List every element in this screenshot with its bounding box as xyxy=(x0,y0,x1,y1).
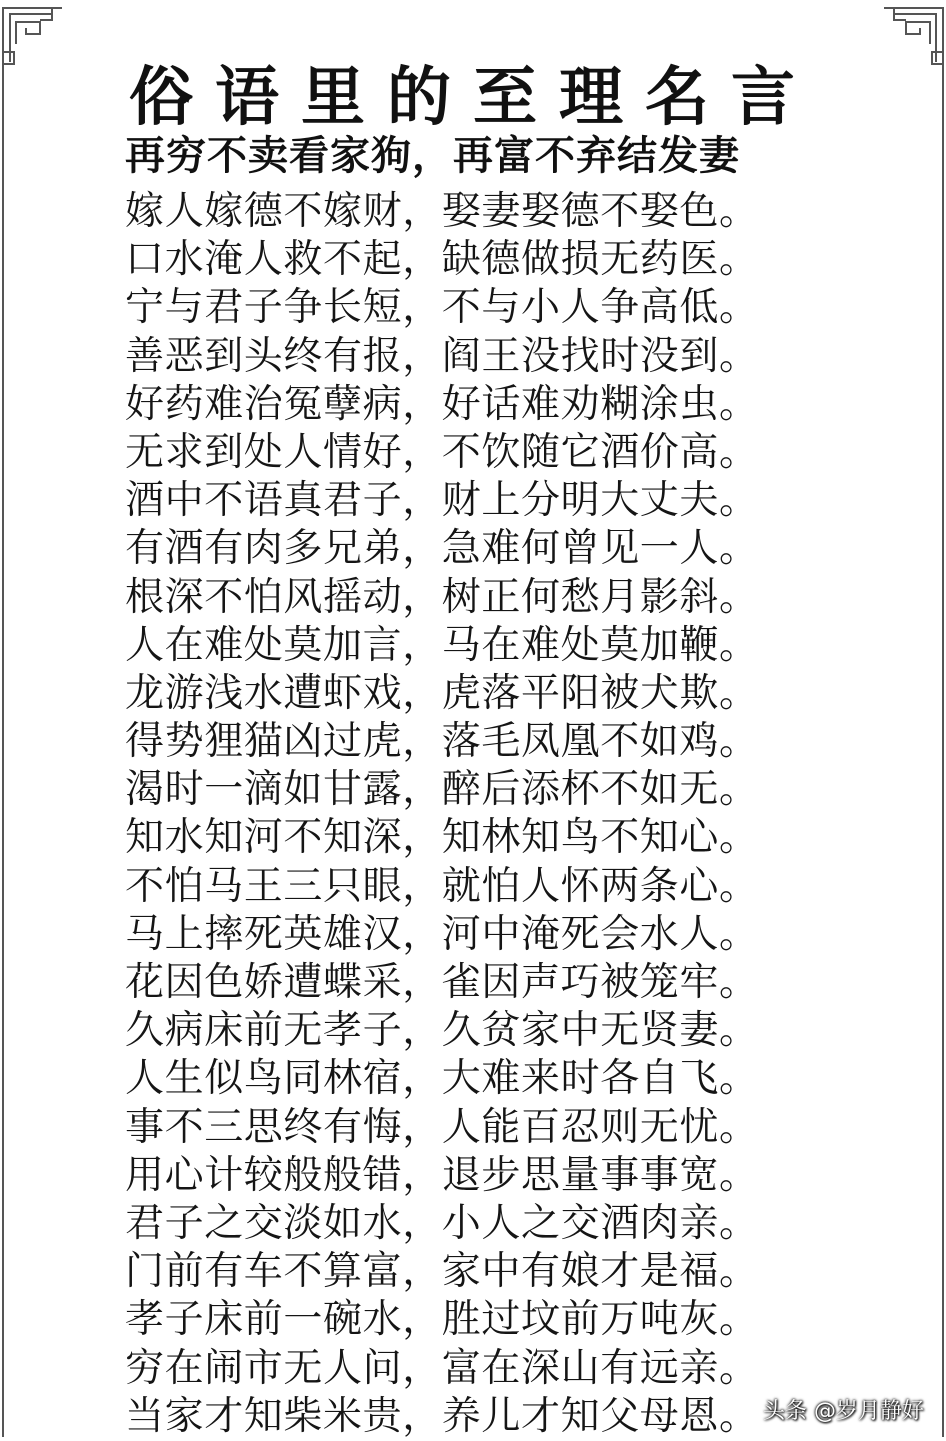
proverb-line: 嫁人嫁德不嫁财，娶妻娶德不娶色。 xyxy=(125,189,759,234)
proverb-line: 龙游浅水遭虾戏，虎落平阳被犬欺。 xyxy=(125,670,759,716)
watermark-handle: @岁月静好 xyxy=(813,1399,924,1424)
proverb-line: 渴时一滴如甘露，醉后添杯不如无。 xyxy=(125,767,759,813)
proverb-line: 善恶到头终有报，阎王没找时没到。 xyxy=(125,333,759,379)
proverb-line: 用心计较般般错，退步思量事事宽。 xyxy=(125,1152,759,1198)
subtitle-proverb: 再穷不卖看家狗，再富不弃结发妻 xyxy=(125,133,740,179)
proverb-line: 花因色娇遭蝶采，雀因声巧被笼牢。 xyxy=(125,960,759,1005)
proverb-line: 无求到处人情好，不饮随它酒价高。 xyxy=(125,429,759,475)
proverb-line: 知水知河不知深，知林知鸟不知心。 xyxy=(125,815,759,861)
proverb-line: 宁与君子争长短，不与小人争高低。 xyxy=(125,285,759,331)
proverb-line: 穷在闹市无人问，富在深山有远亲。 xyxy=(125,1345,759,1391)
proverb-line: 好药难治冤孽病，好话难劝糊涂虫。 xyxy=(125,381,759,427)
proverb-line: 君子之交淡如水，小人之交酒肉亲。 xyxy=(125,1200,759,1246)
proverb-line: 有酒有肉多兄弟，急难何曾见一人。 xyxy=(125,526,759,572)
proverb-line: 不怕马王三只眼，就怕人怀两条心。 xyxy=(125,863,759,909)
watermark-logo: 头条 xyxy=(762,1399,807,1424)
proverb-line: 得势狸猫凶过虎，落毛凤凰不如鸡。 xyxy=(125,719,759,765)
watermark xyxy=(763,1397,924,1427)
page-title: 俗语里的至理名言 xyxy=(129,60,817,135)
proverb-list xyxy=(125,188,759,1441)
proverb-line: 口水淹人救不起，缺德做损无药医。 xyxy=(125,237,759,283)
right-border-line xyxy=(942,40,944,1437)
proverb-line: 久病床前无孝子，久贫家中无贤妻。 xyxy=(125,1008,759,1054)
proverb-line: 事不三思终有悔，人能百忍则无忧。 xyxy=(125,1104,759,1150)
proverb-line: 当家才知柴米贵，养儿才知父母恩。 xyxy=(125,1393,759,1439)
proverb-line: 人生似鸟同林宿，大难来时各自飞。 xyxy=(125,1056,759,1102)
left-border-line xyxy=(2,40,4,1437)
proverb-line: 酒中不语真君子，财上分明大丈夫。 xyxy=(125,478,759,524)
proverb-line: 人在难处莫加言，马在难处莫加鞭。 xyxy=(125,622,759,668)
proverb-line: 门前有车不算富，家中有娘才是福。 xyxy=(125,1249,759,1295)
proverb-line: 孝子床前一碗水，胜过坟前万吨灰。 xyxy=(125,1297,759,1343)
proverb-line: 根深不怕风摇动，树正何愁月影斜。 xyxy=(125,574,759,620)
proverb-line: 马上摔死英雄汉，河中淹死会水人。 xyxy=(125,911,759,957)
